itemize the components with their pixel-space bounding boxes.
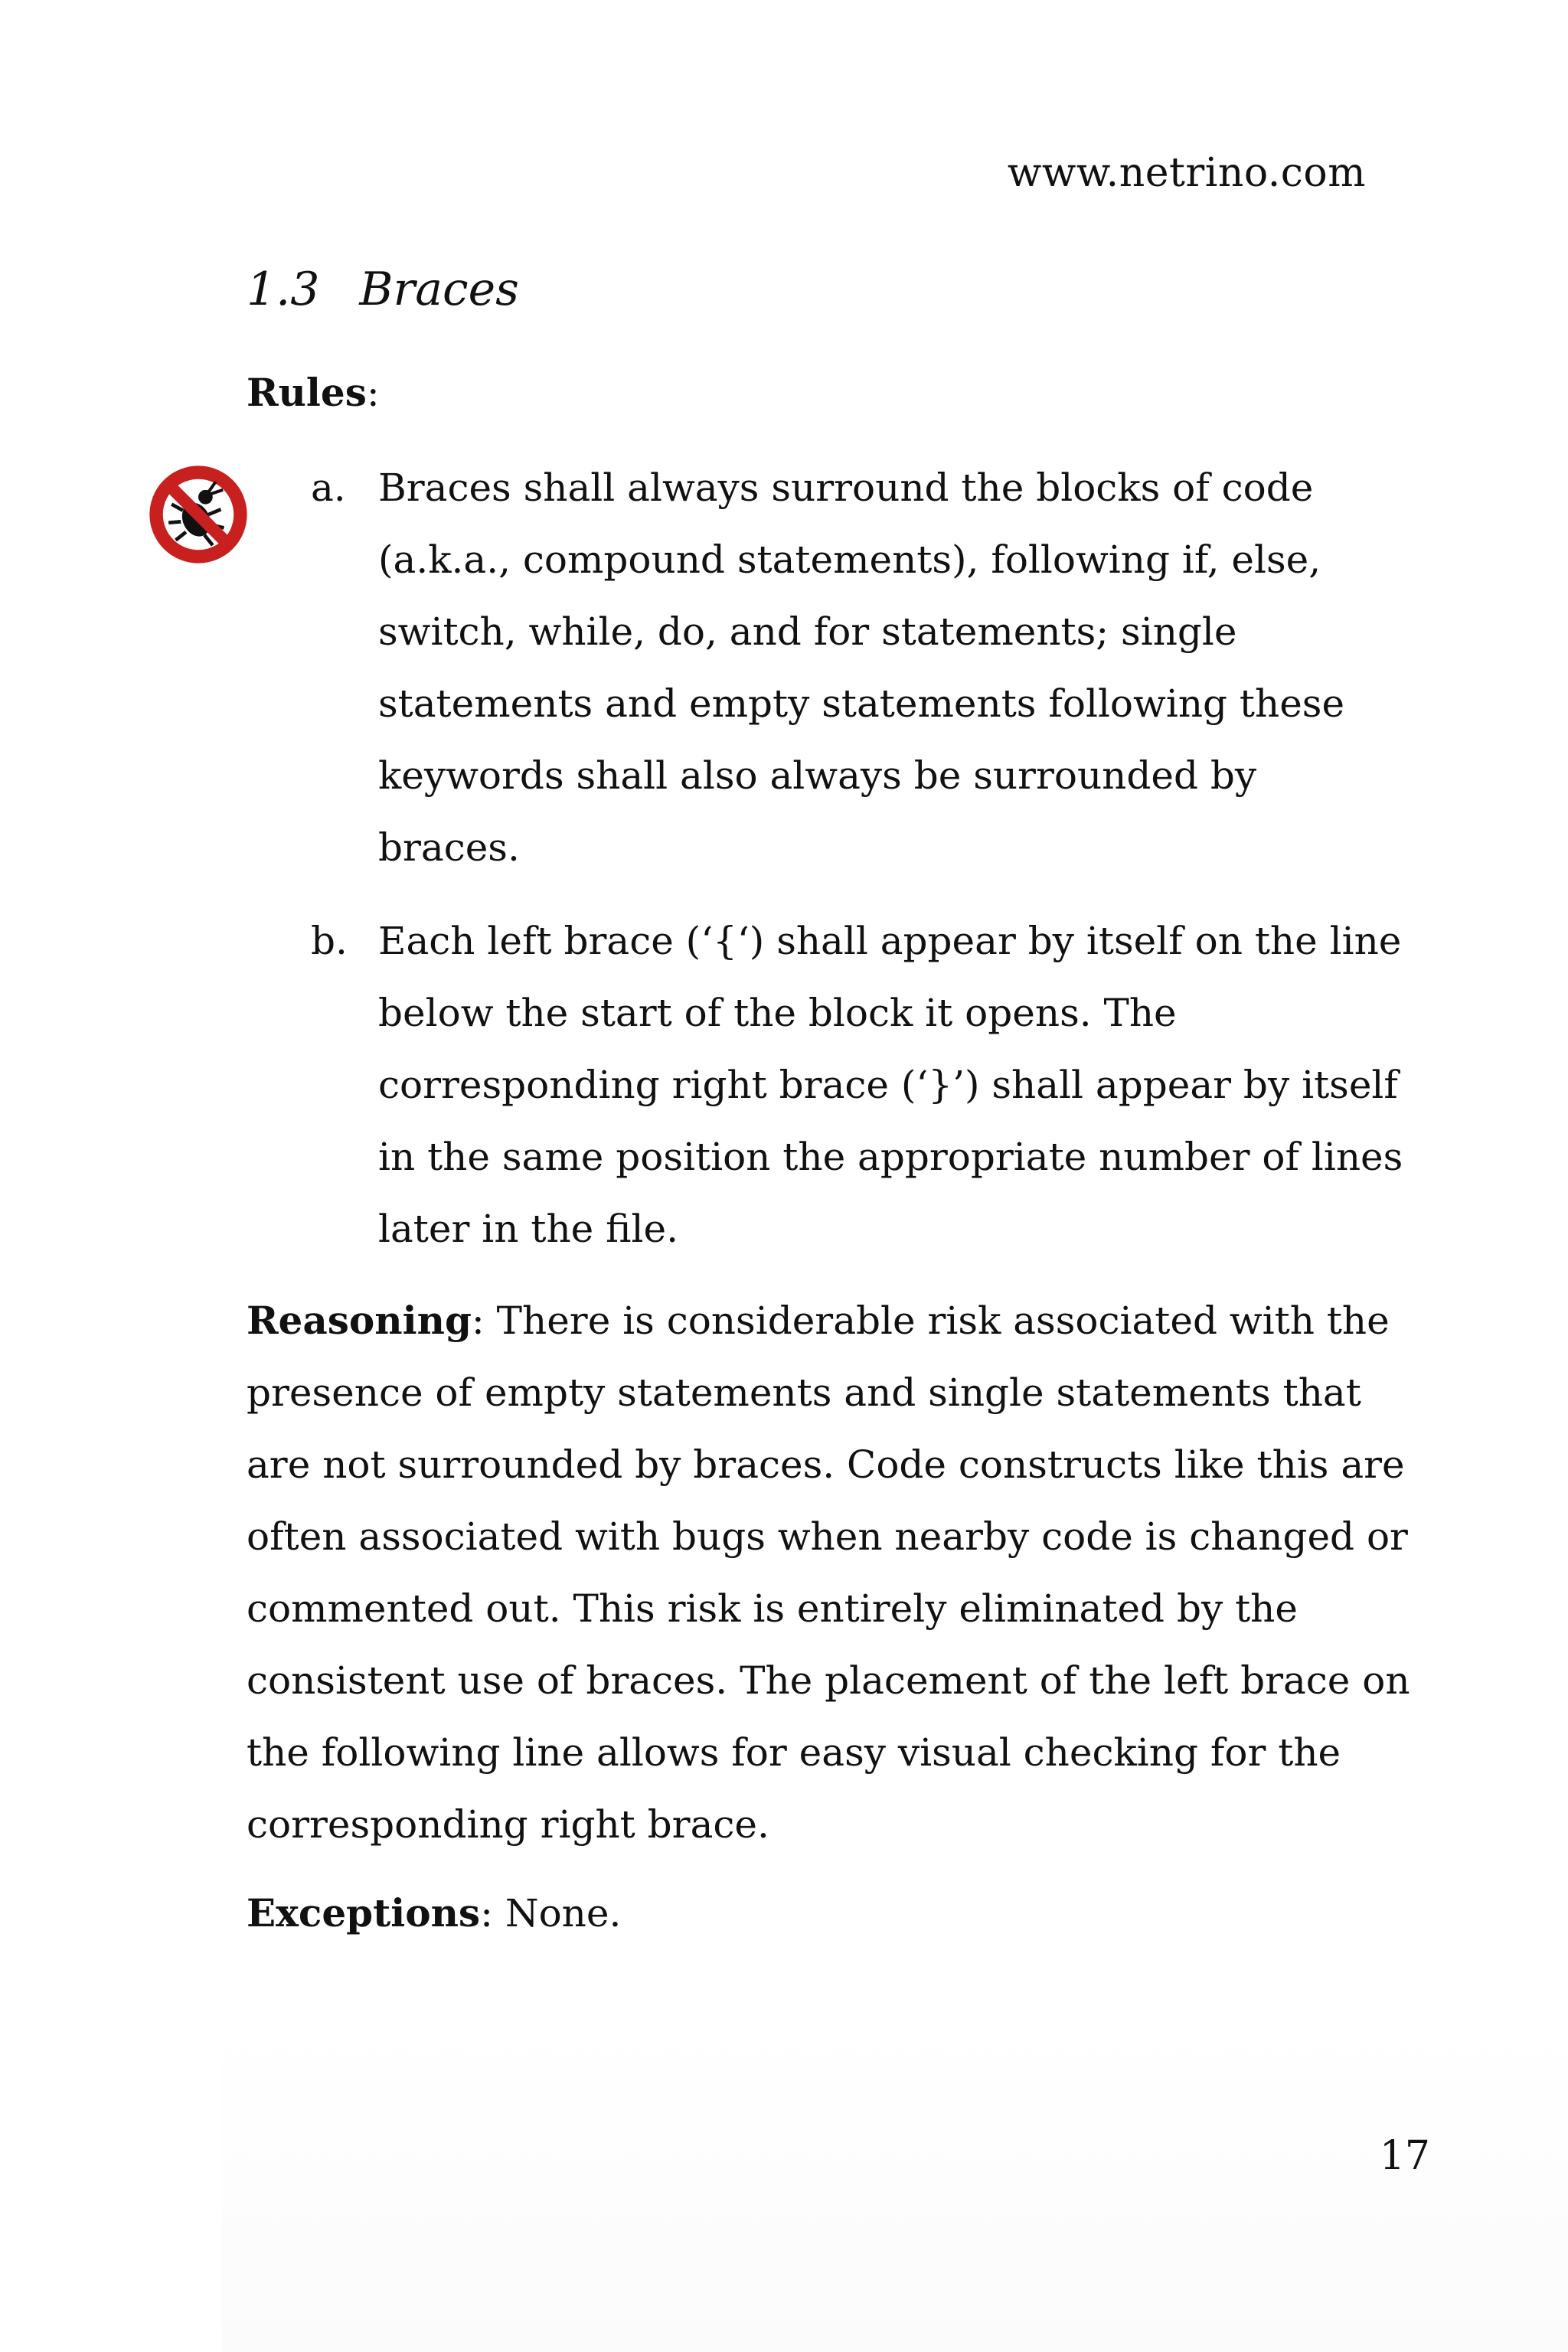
no-bug-icon (147, 463, 250, 566)
rule-line: statements and empty statements following these (378, 681, 1345, 726)
reasoning-line: often associated with bugs when nearby code is changed or (247, 1514, 1408, 1559)
reasoning-line: consistent use of braces. The placement of the left brace on (247, 1658, 1410, 1703)
rule-line: keywords shall also always be surrounded by (378, 753, 1257, 798)
section-number: 1.3 (247, 263, 320, 316)
rules-label-text: Rules (247, 370, 367, 415)
rule-line: switch, while, do, and for statements; single (378, 609, 1237, 654)
rule-line: below the start of the block it opens. The (378, 991, 1177, 1035)
rule-text (378, 452, 1404, 884)
rule-line: Braces shall always surround the blocks of code (378, 466, 1314, 510)
rule-text (378, 905, 1404, 1265)
reasoning-line: are not surrounded by braces. Code constructs like this are (247, 1442, 1405, 1487)
page-shade (222, 2021, 1568, 2352)
rule-line: later in the file. (378, 1207, 678, 1251)
exceptions-label: Exceptions (247, 1890, 481, 1936)
exceptions-text: : None. (480, 1891, 622, 1936)
reasoning-line: corresponding right brace. (247, 1802, 769, 1847)
reasoning-line (247, 1285, 1410, 1357)
rule-line: Each left brace (‘{‘) shall appear by itself on the line (378, 919, 1402, 963)
rule-line: (a.k.a., compound statements), following if, else, (378, 537, 1321, 582)
rule-line: braces. (378, 825, 520, 870)
rule-line: in the same position the appropriate number of lines (378, 1135, 1403, 1179)
rules-label-colon: : (366, 371, 380, 415)
reasoning-paragraph (247, 1285, 1410, 1860)
exceptions-line (247, 1877, 621, 1949)
reasoning-text: : There is considerable risk associated with the (471, 1298, 1390, 1343)
rule-marker: b. (311, 919, 348, 963)
rules-label (247, 357, 380, 429)
section-title: Braces (359, 263, 519, 316)
page-number: 17 (1379, 2133, 1430, 2179)
rule-line: corresponding right brace (‘}’) shall appear by itself (378, 1063, 1398, 1107)
site-url: www.netrino.com (1007, 150, 1366, 196)
reasoning-line: presence of empty statements and single statements that (247, 1370, 1361, 1415)
reasoning-line: the following line allows for easy visual checking for the (247, 1730, 1341, 1775)
reasoning-label: Reasoning (247, 1298, 472, 1343)
reasoning-line: commented out. This risk is entirely eliminated by the (247, 1586, 1298, 1631)
section-heading (247, 259, 519, 320)
rule-marker: a. (311, 466, 346, 510)
